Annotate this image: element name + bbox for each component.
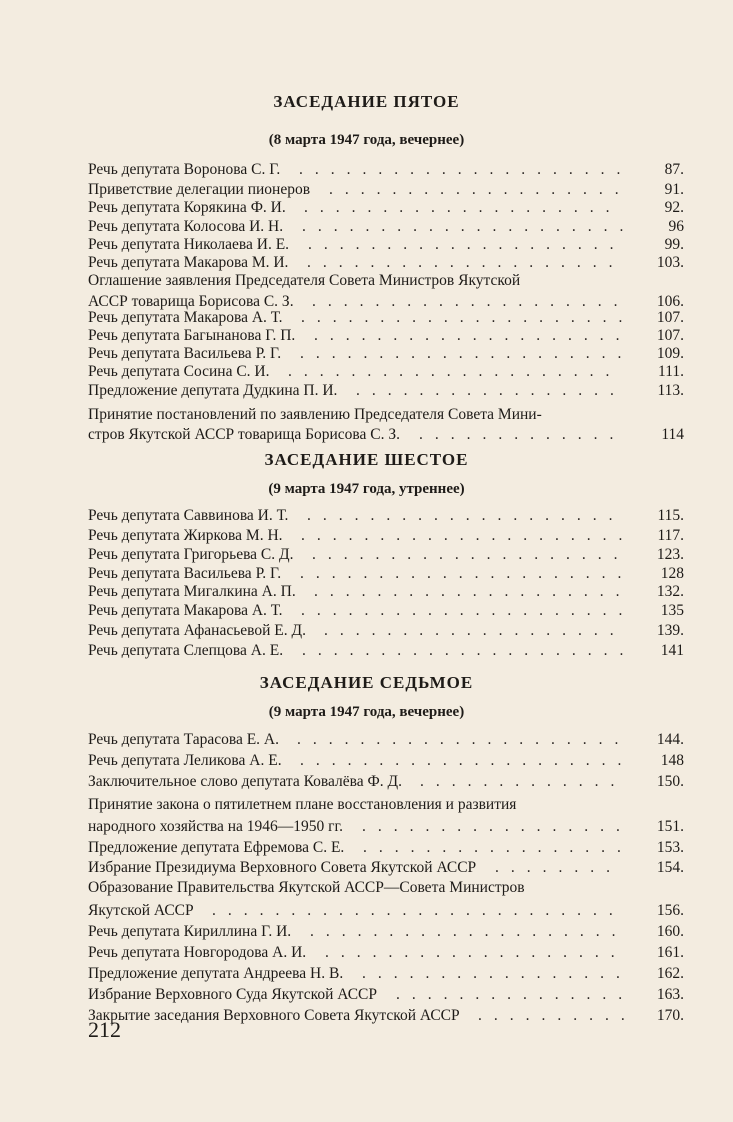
leader-dots: ..................... <box>302 642 636 659</box>
toc-page-ref: 117. <box>657 527 684 544</box>
toc-page-ref: 170. <box>656 1007 684 1024</box>
toc-page-ref: 162. <box>656 965 684 982</box>
toc-entry-text: Речь депутата Кириллина Г. И. <box>88 923 292 940</box>
leader-dots: ................. <box>356 382 626 399</box>
leader-dots: ..................... <box>297 731 631 748</box>
leader-dots: .................... <box>307 254 625 271</box>
toc-page-ref: 113. <box>657 382 684 399</box>
toc-page-ref: 128 <box>660 565 684 582</box>
toc-page-ref: 139. <box>656 622 684 639</box>
leader-dots: ................. <box>362 965 632 982</box>
toc-entry-text: Речь депутата Багынанова Г. П. <box>88 327 296 344</box>
toc-entry-text: Заключительное слово депутата Ковалёва Ф. Д. <box>88 773 402 790</box>
toc-page-ref: 161. <box>656 944 684 961</box>
toc-page-ref: 111. <box>658 363 684 380</box>
toc-entry-text: Речь депутата Макарова А. Т. <box>88 602 283 619</box>
toc-page-ref: 150. <box>656 773 684 790</box>
toc-entry-text: Речь депутата Саввинова И. Т. <box>88 507 289 524</box>
leader-dots: .................... <box>310 923 628 940</box>
section-heading: ЗАСЕДАНИЕ ПЯТОЕ <box>273 92 460 111</box>
section-heading: ЗАСЕДАНИЕ СЕДЬМОЕ <box>259 673 474 692</box>
toc-entry-text: Предложение депутата Ефремова С. Е. <box>88 839 345 856</box>
toc-entry-text: Предложение депутата Дудкина П. И. <box>88 382 338 399</box>
toc-entry-text: стров Якутской АССР товарища Борисова С. З. <box>88 426 401 443</box>
toc-entry-text: Речь депутата Макарова А. Т. <box>88 309 283 326</box>
toc-entry-text: Речь депутата Мигалкина А. П. <box>88 583 296 600</box>
leader-dots: ................. <box>362 818 632 835</box>
section-date: (8 марта 1947 года, вечернее) <box>268 132 465 148</box>
leader-dots: .......................... <box>212 902 625 919</box>
toc-page-ref: 99. <box>664 236 684 253</box>
toc-page-ref: 132. <box>656 583 684 600</box>
toc-page-ref: 115. <box>657 507 684 524</box>
leader-dots: ..................... <box>288 363 622 380</box>
section-date: (9 марта 1947 года, утреннее) <box>268 481 465 497</box>
toc-entry-text: Речь депутата Николаева И. Е. <box>88 236 290 253</box>
toc-entry-text: Закрытие заседания Верховного Совета Якутской АССР <box>88 1007 460 1024</box>
toc-entry-text: Речь депутата Васильева Р. Г. <box>88 565 282 582</box>
toc-entry-text: Речь депутата Леликова А. Е. <box>88 752 282 769</box>
toc-entry-text: Принятие постановлений по заявлению Председателя Совета Мини- <box>88 406 542 423</box>
toc-entry-text: Избрание Президиума Верховного Совета Якутской АССР <box>88 859 477 876</box>
toc-entry-text: Оглашение заявления Председателя Совета Министров Якутской <box>88 272 521 289</box>
toc-page-ref: 144. <box>656 731 684 748</box>
toc-page-ref: 103. <box>656 254 684 271</box>
toc-page-ref: 160. <box>656 923 684 940</box>
toc-entry-text: Избрание Верховного Суда Якутской АССР <box>88 986 378 1003</box>
toc-entry-text: Образование Правительства Якутской АССР—Совета Министров <box>88 879 525 896</box>
leader-dots: .................... <box>308 236 626 253</box>
toc-entry-text: Принятие закона о пятилетнем плане восстановления и развития <box>88 796 517 813</box>
toc-entry-text: Речь депутата Васильева Р. Г. <box>88 345 282 362</box>
leader-dots: ............... <box>396 986 635 1003</box>
toc-page-ref: 141 <box>660 642 684 659</box>
toc-page-ref: 96 <box>668 218 684 235</box>
toc-entry-text: Предложение депутата Андреева Н. В. <box>88 965 344 982</box>
leader-dots: ..................... <box>301 309 635 326</box>
leader-dots: .......... <box>478 1007 637 1024</box>
leader-dots: ................... <box>324 622 626 639</box>
toc-page-ref: 114 <box>661 426 684 443</box>
toc-page-ref: 135 <box>660 602 684 619</box>
toc-page-ref: 123. <box>656 546 684 563</box>
toc-page-ref: 109. <box>656 345 684 362</box>
toc-page-ref: 92. <box>664 199 684 216</box>
leader-dots: ............. <box>419 426 626 443</box>
leader-dots: .................... <box>314 327 632 344</box>
leader-dots: ..................... <box>302 218 636 235</box>
leader-dots: ................... <box>329 181 631 198</box>
toc-page-ref: 156. <box>656 902 684 919</box>
leader-dots: ..................... <box>300 752 634 769</box>
leader-dots: ................. <box>363 839 633 856</box>
leader-dots: ............. <box>420 773 627 790</box>
leader-dots: .................... <box>312 293 630 310</box>
toc-entry-text: народного хозяйства на 1946—1950 гг. <box>88 818 344 835</box>
toc-entry-text: Речь депутата Афанасьевой Е. Д. <box>88 622 306 639</box>
toc-entry-text: Речь депутата Сосина С. И. <box>88 363 270 380</box>
leader-dots: .................... <box>304 199 622 216</box>
toc-entry-text: АССР товарища Борисова С. З. <box>88 293 294 310</box>
leader-dots: .................... <box>307 507 625 524</box>
toc-entry-text: Речь депутата Корякина Ф. И. <box>88 199 286 216</box>
toc-entry-text: Приветствие делегации пионеров <box>88 181 311 198</box>
toc-entry-text: Речь депутата Колосова И. Н. <box>88 218 284 235</box>
toc-entry-text: Речь депутата Слепцова А. Е. <box>88 642 284 659</box>
section-heading: ЗАСЕДАНИЕ ШЕСТОЕ <box>264 450 469 469</box>
leader-dots: ..................... <box>300 565 634 582</box>
leader-dots: ..................... <box>299 161 633 178</box>
toc-page-ref: 153. <box>656 839 684 856</box>
toc-page-ref: 107. <box>656 327 684 344</box>
toc-entry-text: Речь депутата Тарасова Е. А. <box>88 731 279 748</box>
toc-page-ref: 154. <box>656 859 684 876</box>
toc-page-ref: 106. <box>656 293 684 310</box>
toc-page-ref: 91. <box>664 181 684 198</box>
toc-page-ref: 107. <box>656 309 684 326</box>
leader-dots: ........ <box>495 859 622 876</box>
toc-entry-text: Речь депутата Григорьева С. Д. <box>88 546 294 563</box>
leader-dots: .................... <box>314 583 632 600</box>
toc-entry-text: Речь депутата Новгородова А. И. <box>88 944 307 961</box>
toc-entry-text: Якутской АССР <box>88 902 194 919</box>
leader-dots: ..................... <box>301 527 635 544</box>
section-date: (9 марта 1947 года, вечернее) <box>268 704 465 720</box>
toc-page-ref: 151. <box>656 818 684 835</box>
leader-dots: ..................... <box>300 345 634 362</box>
toc-page-ref: 87. <box>664 161 684 178</box>
toc-entry-text: Речь депутата Воронова С. Г. <box>88 161 281 178</box>
leader-dots: ................... <box>325 944 627 961</box>
toc-entry-text: Речь депутата Жиркова М. Н. <box>88 527 283 544</box>
leader-dots: ..................... <box>301 602 635 619</box>
leader-dots: .................... <box>312 546 630 563</box>
page-number: 212 <box>88 1017 121 1042</box>
toc-entry-text: Речь депутата Макарова М. И. <box>88 254 289 271</box>
toc-page-ref: 148 <box>660 752 684 769</box>
toc-page-ref: 163. <box>656 986 684 1003</box>
